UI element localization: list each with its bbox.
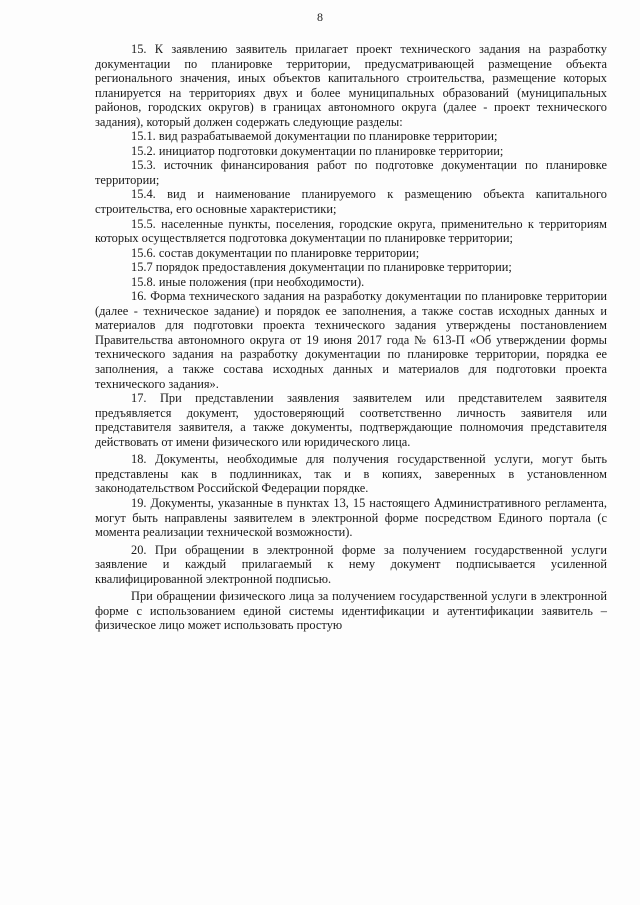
document-body	[95, 42, 607, 633]
paragraph-15-5: 15.5. населенные пункты, поселения, городские округа, применительно к территориям которых осуществляется подготовка документации по планировке территории;	[95, 216, 607, 246]
paragraph-19: 19. Документы, указанные в пунктах 13, 15 настоящего Административного регламента, могут быть направлены заявителем в электронной форме посредством Единого портала (с момента реализации технической возможности).	[95, 495, 607, 540]
paragraph-15-6: 15.6. состав документации по планировке территории;	[131, 245, 420, 260]
paragraph-16: 16. Форма технического задания на разработку документации по планировке территории (далее - техническое задание) и порядок ее заполнения, а также состав исходных данных и материалов для подготовки проекта технического задания утверждены постановлением Правительства автономного округа от 19 июня 2017 года № 613-П «Об утверждении формы технического задания на разработку документации по планировке территории, порядка ее заполнения, а также состава исходных данных и материалов для подготовки проекта технического задания».	[95, 289, 607, 391]
paragraph-electronic-signature: При обращении физического лица за получением государственной услуги в электронной форме с использованием единой системы идентификации и аутентификации заявитель – физическое лицо может использовать простую	[95, 589, 607, 633]
paragraph-15-3: 15.3. источник финансирования работ по подготовке документации по планировке территории;	[95, 158, 607, 187]
paragraph-15-2: 15.2. инициатор подготовки документации по планировке территории;	[131, 143, 504, 158]
paragraph-15-7: 15.7 порядок предоставления документации по планировке территории;	[131, 260, 512, 275]
paragraph-15: 15. К заявлению заявитель прилагает проект технического задания на разработку документации по планировке территории, предусматривающей размещение объекта регионального значения, иных объектов капитального строительства, размещение которых планируется на территориях двух и более муниципальных образований (муниципальных районов, городских округов) в границах автономного округа (далее - проект технического задания), который должен содержать следующие разделы:	[95, 42, 607, 129]
paragraph-15-8: 15.8. иные положения (при необходимости).	[131, 274, 365, 289]
paragraph-20: 20. При обращении в электронной форме за получением государственной услуги заявление и каждый прилагаемый к нему документ подписывается усиленной квалифицированной электронной подписью.	[95, 542, 607, 586]
paragraph-18: 18. Документы, необходимые для получения государственной услуги, могут быть представлены как в подлинниках, так и в копиях, заверенных в установленном законодательством Российской Федерации порядке.	[95, 452, 607, 496]
paragraph-15-4: 15.4. вид и наименование планируемого к размещению объекта капитального строительства, его основные характеристики;	[95, 187, 607, 217]
paragraph-17: 17. При представлении заявления заявителем или представителем заявителя предъявляется документ, удостоверяющий соответственно личность заявителя или представителя заявителя, а также документы, подтверждающие полномочия представителя действовать от имени физического или юридического лица.	[95, 391, 607, 449]
page-number: 8	[317, 10, 323, 24]
paragraph-15-1: 15.1. вид разрабатываемой документации по планировке территории;	[131, 129, 498, 144]
